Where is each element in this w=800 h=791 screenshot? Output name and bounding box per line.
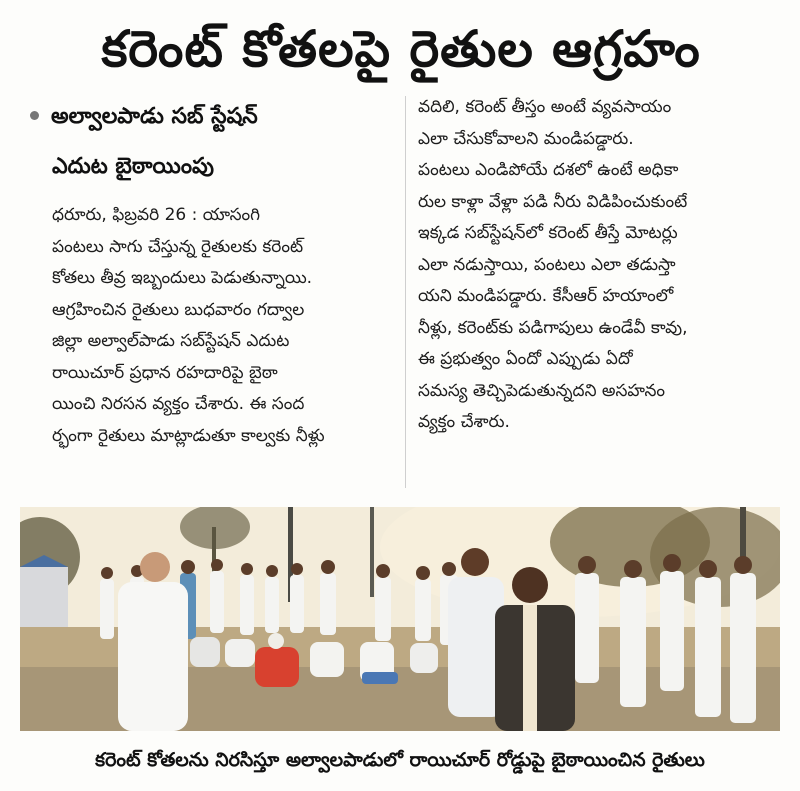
subheading-line-2: ఎదుట బైఠాయింపు [52, 154, 214, 179]
body-line: సమస్య తెచ్చిపెడుతున్నదని అసహనం [418, 380, 666, 401]
body-line: ర్భంగా రైతులు మాట్లాడుతూ కాల్వకు నీళ్లు [52, 425, 325, 446]
body-line: రాయిచూర్ ప్రధాన రహదారిపై బైఠా [52, 362, 278, 383]
body-line: ఇక్కడ సబ్‌స్టేషన్‌లో కరెంట్ తీస్తే మోటర్లు [418, 223, 678, 243]
news-photo [20, 507, 780, 731]
body-line: నీళ్లు, కరెంట్‌కు పడిగాపులు ఉండేవీ కావు, [418, 317, 688, 338]
right-column [418, 92, 778, 439]
photo-caption: కరెంట్ కోతలను నిరసిస్తూ అల్వాలపాడులో రాయిచూర్ రోడ్డుపై బైఠాయించిన రైతులు [95, 749, 705, 771]
subheading-text-1: అల్వాలపాడు సబ్ స్టేషన్ [51, 104, 258, 129]
body-line: కోతలు తీవ్ర ఇబ్బందులు పెడుతున్నాయి. [52, 268, 313, 288]
body-line: ఆగ్రహించిన రైతులు బుధవారం గద్వాల [52, 299, 305, 320]
body-line: జిల్లా అల్వాల్‌పాడు సబ్‌స్టేషన్ ఎదుట [52, 331, 290, 351]
subheading-line-1 [30, 100, 410, 134]
body-line: వదిలి, కరెంట్ తీస్తం అంటే వ్యవసాయం [418, 97, 672, 117]
body-line: రుల కాళ్లా వేళ్లా పడి నీరు విడిపించుకుంటే [418, 191, 688, 212]
body-line: పంటలు సాగు చేస్తున్న రైతులకు కరెంట్ [52, 236, 304, 257]
body-line: ఎలా నడుస్తాయి, పంటలు ఎలా తడుస్తా [418, 254, 676, 275]
body-line: యని మండిపడ్డారు. కేసీఆర్ హయాంలో [418, 286, 674, 306]
body-line: యించి నిరసన వ్యక్తం చేశారు. ఈ సంద [52, 394, 305, 414]
body-line: పంటలు ఎండిపోయే దశలో ఉంటే అధికా [418, 160, 679, 180]
body-line: ధరూరు, ఫిబ్రవరి 26 : యాసంగి [52, 205, 261, 225]
left-column [52, 200, 398, 452]
body-line: వ్యక్తం చేశారు. [418, 412, 510, 432]
body-line: ఎలా చేసుకోవాలని మండిపడ్డారు. [418, 128, 634, 149]
photo-illustration [20, 507, 780, 731]
column-divider [405, 96, 406, 488]
bullet-icon [30, 111, 39, 120]
article-headline: కరెంట్ కోతలపై రైతుల ఆగ్రహం [101, 20, 701, 78]
body-line: ఈ ప్రభుత్వం ఏందో ఎప్పుడు ఏదో [418, 349, 633, 369]
